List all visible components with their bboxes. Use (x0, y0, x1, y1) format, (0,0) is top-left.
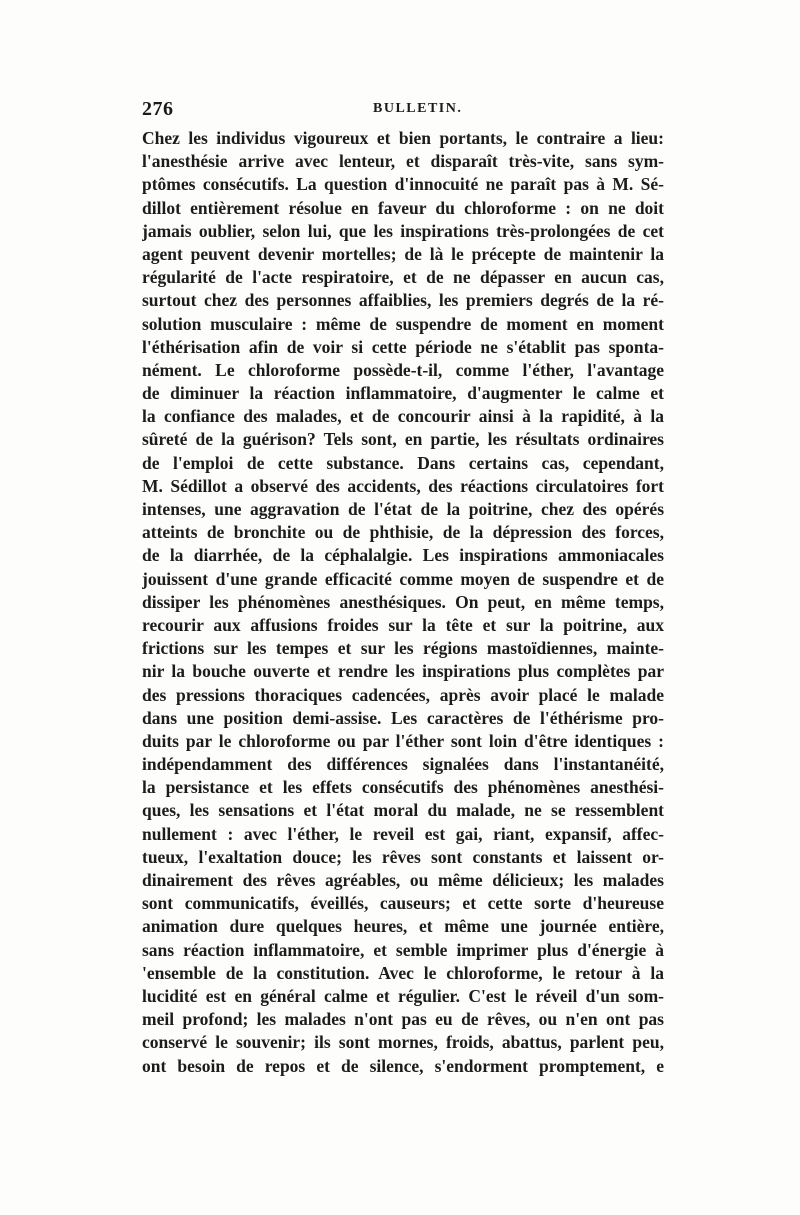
page-number: 276 (142, 98, 174, 120)
text-line: agent peuvent devenir mortelles; de là le précepte de maintenir la (142, 243, 664, 264)
text-line: intenses, une aggravation de l'état de la poitrine, chez des opérés (142, 499, 664, 519)
body-text (142, 127, 664, 1078)
text-line: des pressions thoraciques cadencées, après avoir placé le malade (142, 684, 664, 705)
text-line: l'anesthésie arrive avec lenteur, et disparaît très-vite, sans sym- (142, 151, 664, 172)
text-line: de l'emploi de cette substance. Dans certains cas, cependant, (142, 452, 664, 473)
text-line: conservé le souvenir; ils sont mornes, froids, abattus, parlent peu, (142, 1032, 664, 1053)
text-line: M. Sédillot a observé des accidents, des réactions circulatoires fort (142, 475, 664, 496)
text-line: la persistance et les effets consécutifs des phénomènes anesthési- (142, 777, 664, 798)
text-line: frictions sur les tempes et sur les régions mastoïdiennes, mainte- (142, 638, 664, 659)
running-head: BULLETIN. (373, 101, 463, 116)
text-line: jamais oublier, selon lui, que les inspirations très-prolongées de cet (142, 220, 664, 241)
text-line: lucidité est en général calme et régulier. C'est le réveil d'un som- (142, 985, 664, 1006)
text-line: la confiance des malades, et de concourir ainsi à la rapidité, à la (142, 406, 664, 427)
text-line: recourir aux affusions froides sur la tête et sur la poitrine, aux (142, 614, 664, 635)
text-line: sont communicatifs, éveillés, causeurs; et cette sorte d'heureuse (142, 893, 664, 914)
text-line: dinairement des rêves agréables, ou même délicieux; les malades (142, 870, 664, 890)
text-line: duits par le chloroforme ou par l'éther sont loin d'être identiques : (142, 730, 664, 751)
text-line: nir la bouche ouverte et rendre les inspirations plus complètes par (142, 661, 664, 682)
text-line: sans réaction inflammatoire, et semble imprimer plus d'énergie à (142, 939, 664, 960)
text-line: 'ensemble de la constitution. Avec le chloroforme, le retour à la (142, 962, 664, 983)
text-line: de la diarrhée, de la céphalalgie. Les inspirations ammoniacales (142, 545, 664, 566)
text-line: sûreté de la guérison? Tels sont, en partie, les résultats ordinaires (142, 429, 664, 450)
text-line: ques, les sensations et l'état moral du malade, ne se ressemblent (142, 800, 664, 821)
text-line: surtout chez des personnes affaiblies, les premiers degrés de la ré- (142, 290, 664, 311)
text-line: dissiper les phénomènes anesthésiques. On peut, en même temps, (142, 591, 664, 612)
text-line: jouissent d'une grande efficacité comme moyen de suspendre et de (142, 568, 664, 589)
text-line: de diminuer la réaction inflammatoire, d'augmenter le calme et (142, 383, 664, 404)
text-line: indépendamment des différences signalées dans l'instantanéité, (142, 754, 664, 775)
text-line: nullement : avec l'éther, le reveil est gai, riant, expansif, affec- (142, 823, 664, 844)
text-line: régularité de l'acte respiratoire, et de ne dépasser en aucun cas, (142, 267, 664, 288)
text-line: meil profond; les malades n'ont pas eu de rêves, ou n'en ont pas (142, 1009, 664, 1030)
text-line: dans une position demi-assise. Les caractères de l'éthérisme pro- (142, 707, 664, 728)
text-line: ont besoin de repos et de silence, s'endorment promptement, e (142, 1055, 664, 1076)
text-line: solution musculaire : même de suspendre de moment en moment (142, 313, 664, 334)
text-line: l'éthérisation afin de voir si cette période ne s'établit pas sponta- (142, 336, 664, 357)
text-line: Chez les individus vigoureux et bien portants, le contraire a lieu: (142, 128, 664, 148)
page-header (142, 98, 664, 124)
text-line: ptômes consécutifs. La question d'innocuité ne paraît pas à M. Sé- (142, 174, 664, 195)
text-line: atteints de bronchite ou de phthisie, de la dépression des forces, (142, 522, 664, 543)
text-line: tueux, l'exaltation douce; les rêves sont constants et laissent or- (142, 846, 664, 867)
text-line: animation dure quelques heures, et même une journée entière, (142, 916, 664, 937)
text-line: dillot entièrement résolue en faveur du chloroforme : on ne doit (142, 197, 664, 218)
text-line: nément. Le chloroforme possède-t-il, comme l'éther, l'avantage (142, 359, 664, 380)
